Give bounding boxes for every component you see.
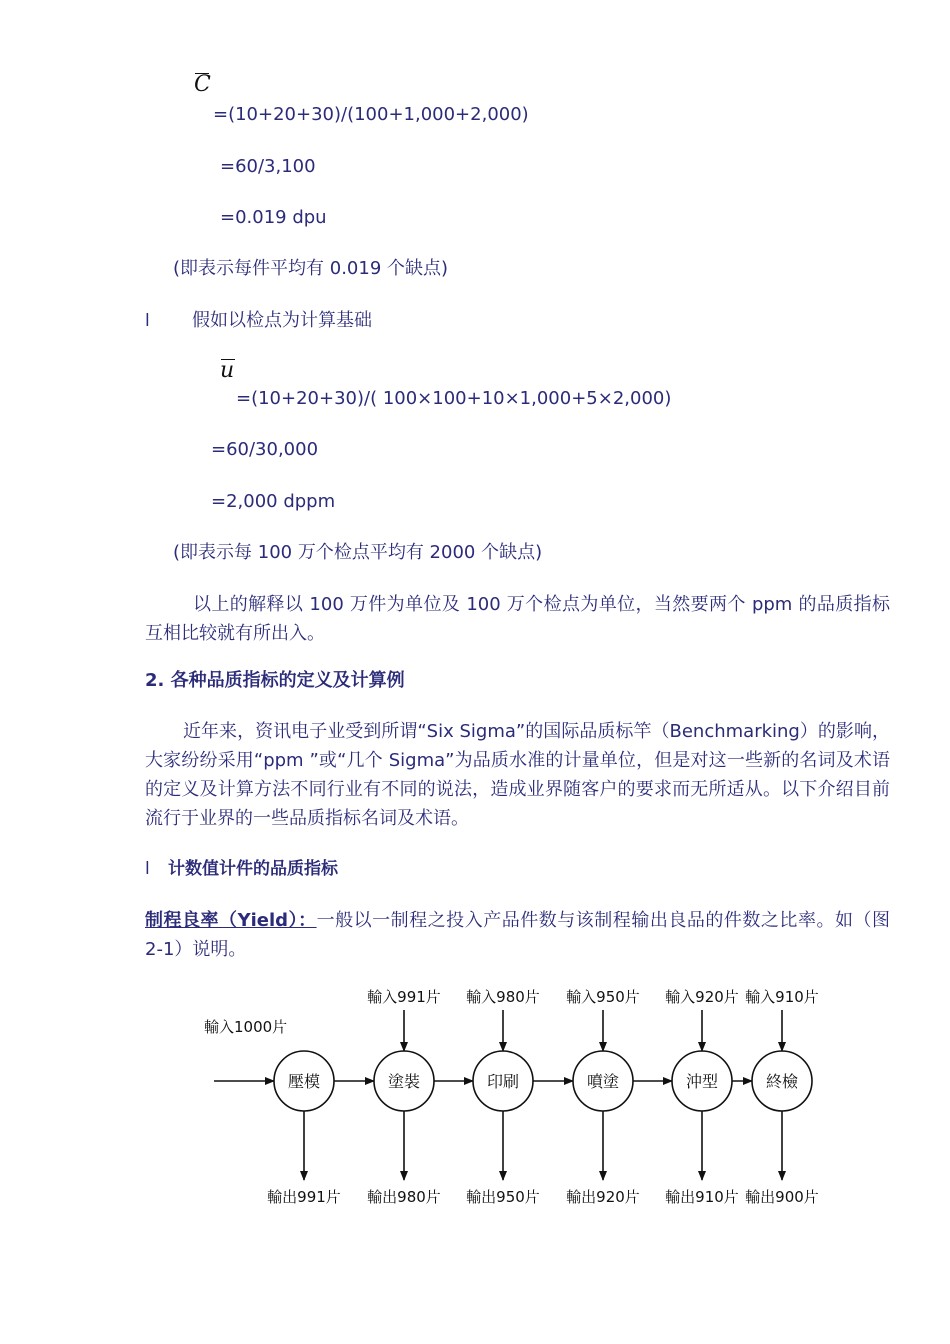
- process-steps: [267, 988, 819, 1206]
- comparison-text: 以上的解释以 100 万件为单位及 100 万个检点为单位，当然要两个 ppm 的品质指标互相比较就有所出入。: [145, 594, 890, 644]
- process-flow-diagram: [190, 980, 850, 1220]
- overline: [195, 73, 209, 74]
- output-label: 輸出910片: [665, 1188, 739, 1206]
- process-step-name: 終檢: [765, 1072, 799, 1091]
- formula-u-note: (即表示每 100 万个检点平均有 2000 个缺点): [173, 542, 543, 563]
- formula-u-line3: =2,000 dppm: [211, 491, 336, 512]
- output-label: 輸出920片: [566, 1188, 640, 1206]
- section-heading: 2. 各种品质指标的定义及计算例: [145, 670, 405, 691]
- process-step-name: 壓模: [287, 1072, 321, 1091]
- process-step-name: 印刷: [486, 1072, 520, 1091]
- output-label: 輸出900片: [745, 1188, 819, 1206]
- process-step-name: 沖型: [685, 1072, 719, 1091]
- u-bar-symbol: [220, 358, 234, 384]
- formula-c-note: (即表示每件平均有 0.019 个缺点): [173, 258, 449, 279]
- c-bar-symbol: [194, 72, 211, 98]
- formula-c-line1: =(10+20+30)/(100+1,000+2,000): [213, 104, 529, 125]
- initial-input-label: 輸入1000片: [204, 1018, 288, 1036]
- formula-c-line3: =0.019 dpu: [220, 207, 327, 228]
- formula-u-line2: =60/30,000: [211, 439, 319, 460]
- output-label: 輸出980片: [367, 1188, 441, 1206]
- c-symbol-letter: C: [194, 72, 211, 97]
- section-intro-paragraph: [145, 717, 890, 833]
- yield-description: 一般以一制程之投入产品件数与该制程输出良品的件数之比率。如（图 2-1）说明。: [145, 910, 890, 960]
- u-symbol-letter: u: [220, 358, 235, 383]
- overline: [221, 359, 235, 360]
- bullet-marker: l: [145, 311, 150, 331]
- formula-u-line1: =(10+20+30)/( 100×100+10×1,000+5×2,000): [236, 388, 672, 409]
- input-label: 輸入980片: [466, 988, 540, 1006]
- yield-term: 制程良率（Yield）：: [145, 910, 317, 931]
- process-step-name: 塗裝: [387, 1072, 421, 1091]
- bullet-marker: l: [145, 859, 150, 879]
- formula-c-line2: =60/3,100: [220, 156, 316, 177]
- input-label: 輸入950片: [566, 988, 640, 1006]
- comparison-paragraph: [145, 590, 890, 648]
- input-label: 輸入920片: [665, 988, 739, 1006]
- checkpoint-basis-text: 假如以检点为计算基础: [192, 310, 372, 331]
- output-label: 輸出991片: [267, 1188, 341, 1206]
- yield-paragraph: [145, 906, 890, 964]
- input-label: 輸入910片: [745, 988, 819, 1006]
- section-intro-text: 近年来，资讯电子业受到所谓“Six Sigma”的国际品质标竿（Benchmarking）的影响，大家纷纷采用“ppm ”或“几个 Sigma”为品质水准的计量单位，但是对这一些新的名词及术语的定义及计算方法不同行业有不同的说法，造成业界随客户的要求而无所适从。以下介绍目前流行于业界的一些品质指标名词及术语。: [145, 721, 890, 829]
- output-label: 輸出950片: [466, 1188, 540, 1206]
- process-step-name: 噴塗: [586, 1072, 620, 1091]
- subheading: 计数值计件的品质指标: [168, 859, 338, 879]
- input-label: 輸入991片: [367, 988, 441, 1006]
